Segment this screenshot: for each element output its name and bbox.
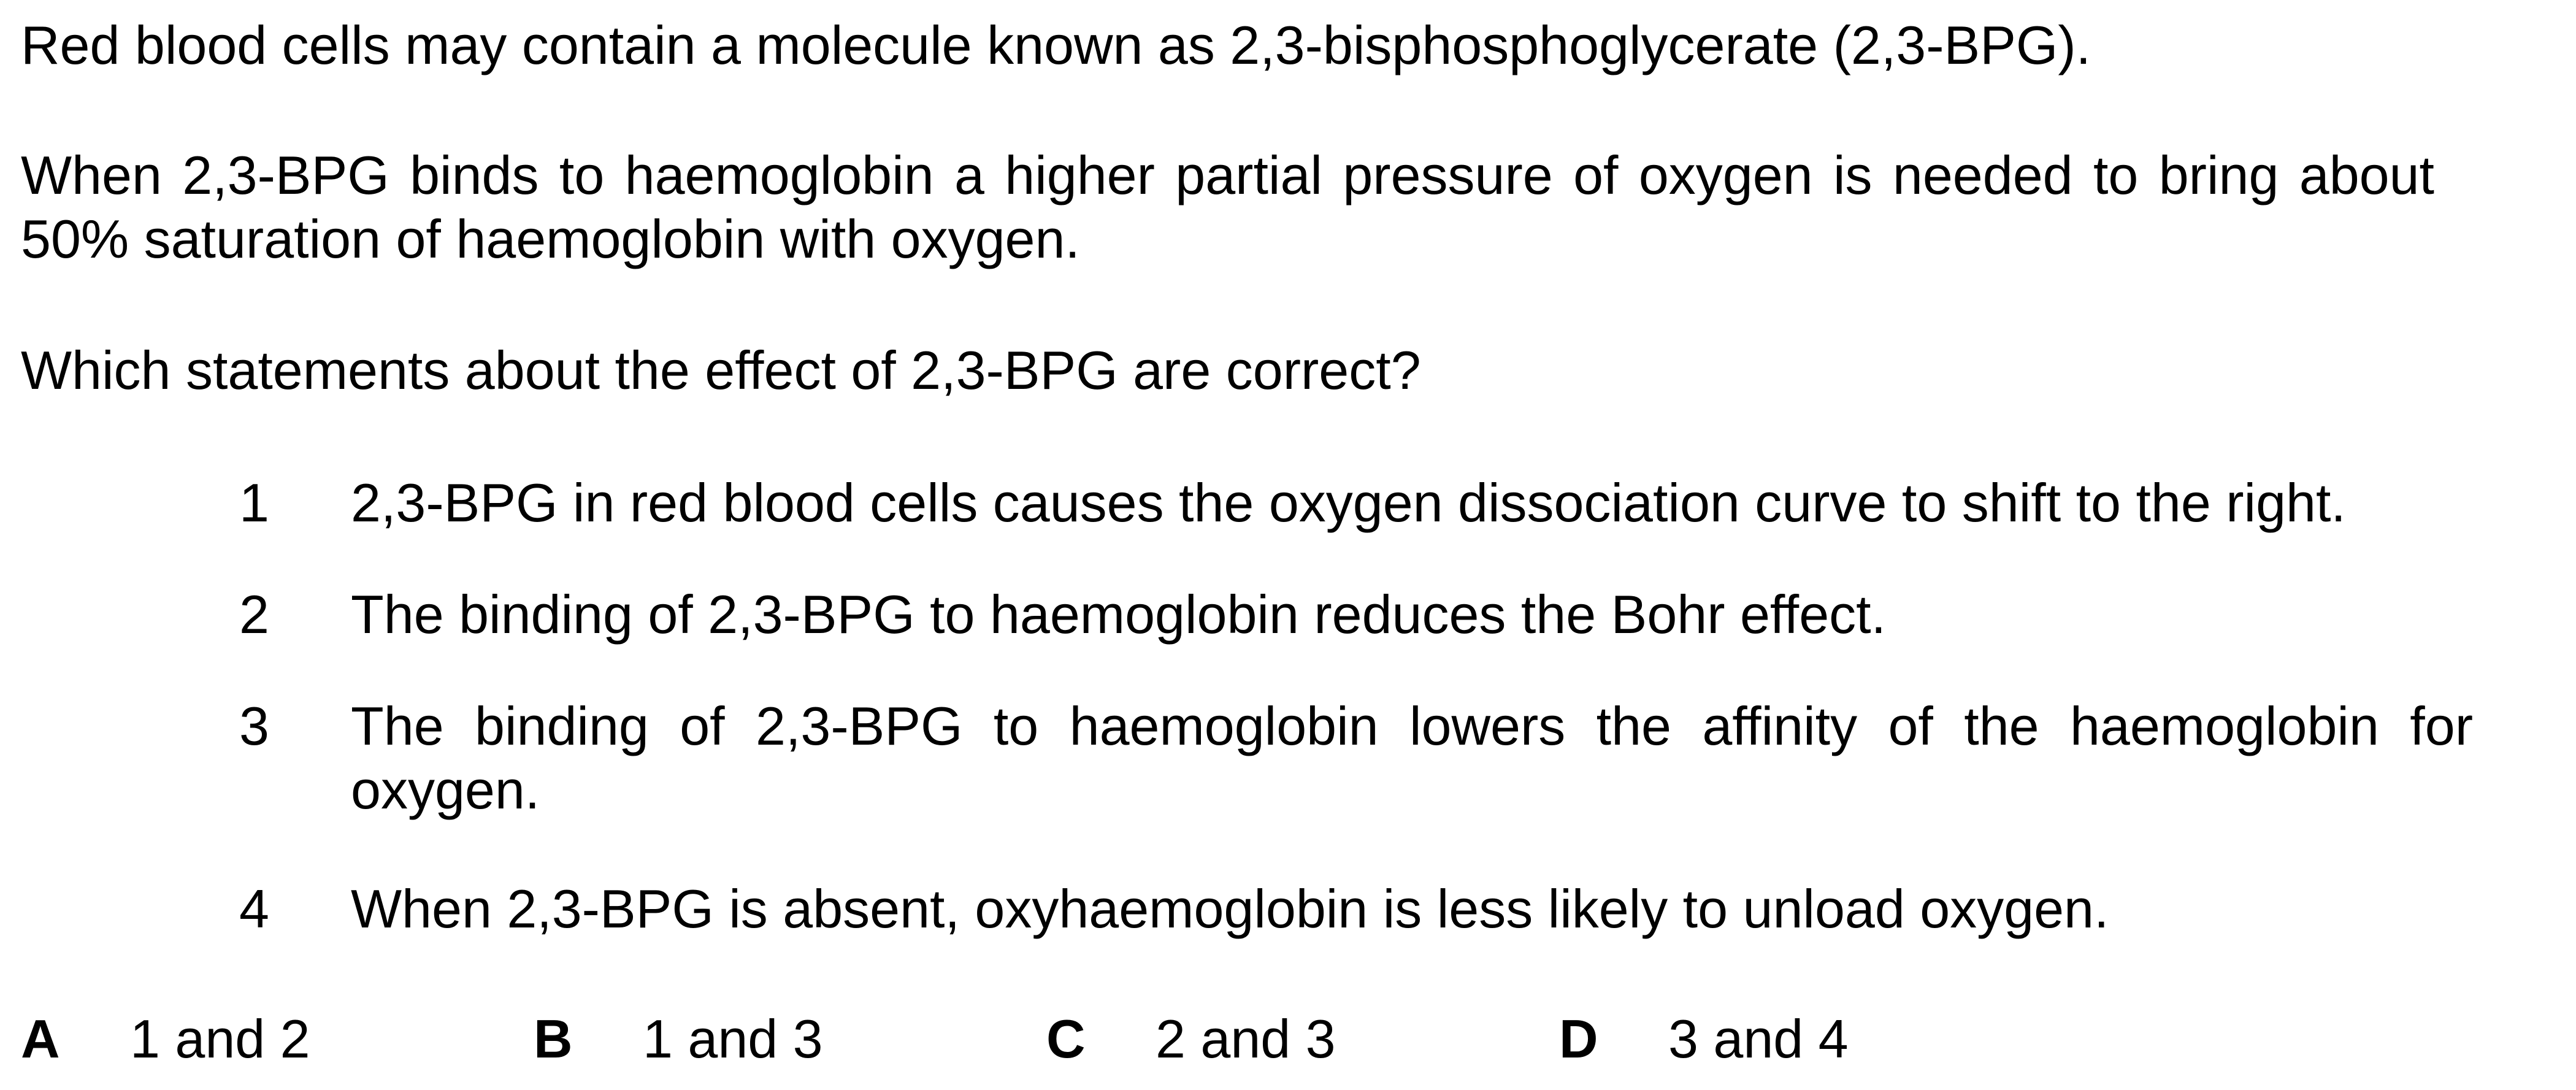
option-letter: A (21, 1008, 60, 1069)
statement-text: The binding of 2,3-BPG to haemoglobin reduces the Bohr effect. (351, 584, 1887, 645)
statement-text: When 2,3-BPG is absent, oxyhaemoglobin is less likely to unload oxygen. (351, 878, 2109, 939)
option-text: 3 and 4 (1668, 1008, 1849, 1069)
question-context: When 2,3-BPG binds to haemoglobin a higher partial pressure of oxygen is needed to bring about 50% saturation of haemoglobin with oxygen. (21, 145, 2434, 269)
statement-number: 1 (239, 472, 269, 533)
option-text: 1 and 3 (643, 1008, 823, 1069)
question-prompt: Which statements about the effect of 2,3-BPG are correct? (21, 340, 1421, 401)
option-text: 2 and 3 (1156, 1008, 1336, 1069)
option-letter: C (1046, 1008, 1086, 1069)
statement-text: The binding of 2,3-BPG to haemoglobin lowers the affinity of the haemoglobin for oxygen. (351, 696, 2473, 820)
statement-number: 2 (239, 584, 269, 645)
statement-number: 4 (239, 878, 269, 939)
statement-number: 3 (239, 696, 269, 756)
option-text: 1 and 2 (130, 1008, 310, 1069)
option-letter: D (1559, 1008, 1598, 1069)
question-intro: Red blood cells may contain a molecule known as 2,3-bisphosphoglycerate (2,3-BPG). (21, 15, 2091, 75)
statement-text: 2,3-BPG in red blood cells causes the oxygen dissociation curve to shift to the right. (351, 472, 2346, 533)
option-letter: B (534, 1008, 573, 1069)
